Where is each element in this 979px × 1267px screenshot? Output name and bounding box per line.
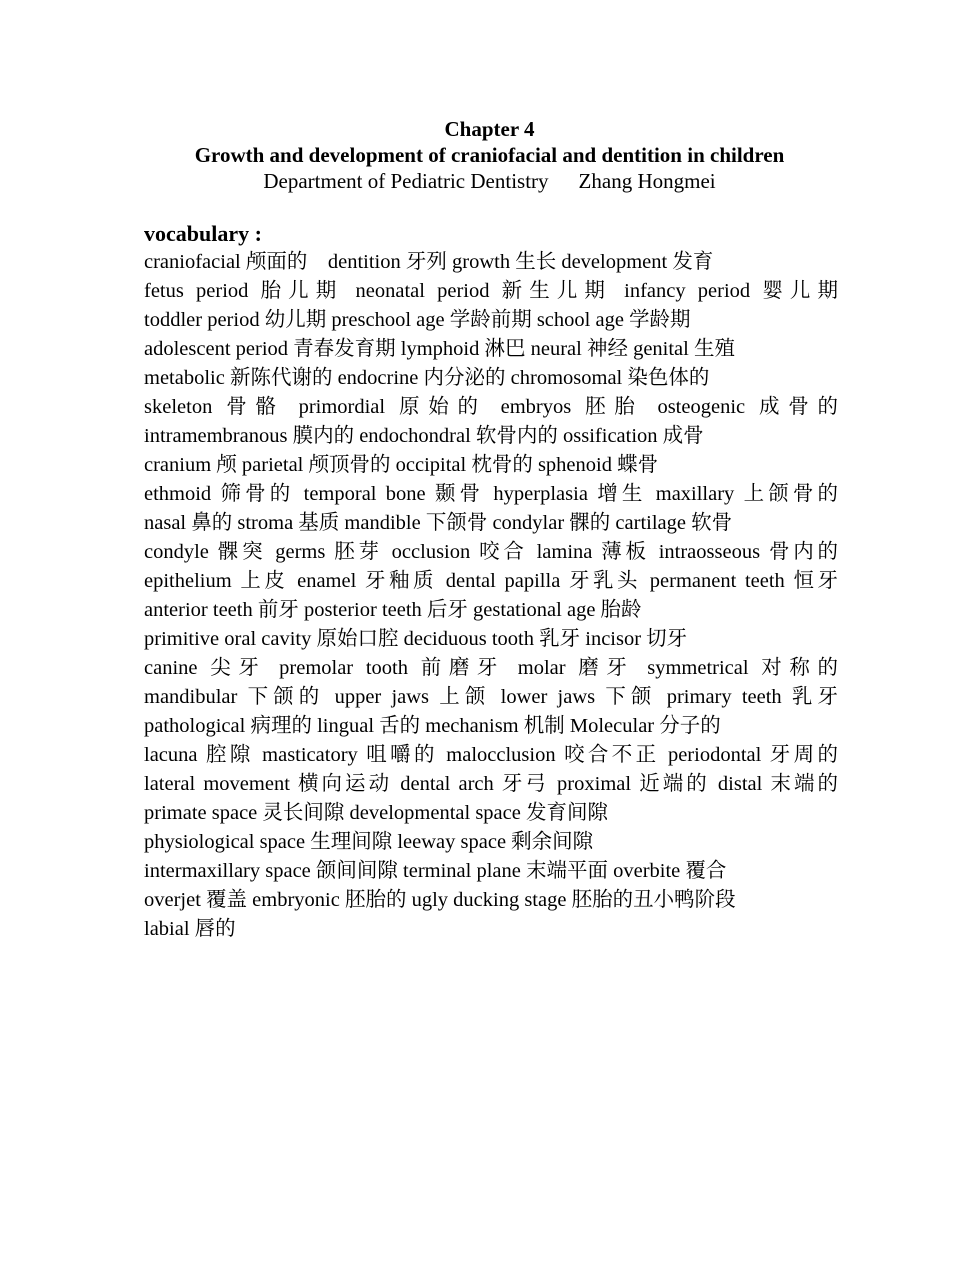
vocabulary-line: nasal 鼻的 stroma 基质 mandible 下颌骨 condylar 髁的 cartilage 软骨 [144, 512, 733, 534]
vocabulary-heading: vocabulary : [144, 221, 262, 246]
vocabulary-line: craniofacial 颅面的 dentition 牙列 growth 生长 development 发育 [144, 251, 714, 273]
author-line [0, 168, 979, 194]
vocabulary-line: primitive oral cavity 原始口腔 deciduous tooth 乳牙 incisor 切牙 [144, 628, 688, 650]
vocabulary-line: intramembranous 膜内的 endochondral 软骨内的 ossification 成骨 [144, 425, 704, 447]
vocabulary-line: labial 唇的 [144, 918, 236, 940]
chapter-title: Growth and development of craniofacial and dentition in children [194, 143, 785, 167]
vocabulary-line: primate space 灵长间隙 developmental space 发育间隙 [144, 802, 608, 824]
vocabulary-line: pathological 病理的 lingual 舌的 mechanism 机制 Molecular 分子的 [144, 715, 721, 737]
vocabulary-section [144, 219, 838, 944]
vocabulary-line: lacuna 腔隙 masticatory 咀嚼的 malocclusion 咬合不正 periodontal 牙周的 [144, 744, 838, 766]
vocabulary-line: fetus period 胎儿期 neonatal period 新生儿期 infancy period 婴儿期 [144, 280, 838, 302]
vocabulary-line: mandibular 下颌的 upper jaws 上颌 lower jaws 下颌 primary teeth 乳牙 [144, 686, 838, 708]
vocabulary-line: metabolic 新陈代谢的 endocrine 内分泌的 chromosomal 染色体的 [144, 367, 710, 389]
vocabulary-list [144, 248, 838, 944]
vocabulary-line: ethmoid 筛骨的 temporal bone 颞骨 hyperplasia 增生 maxillary 上颌骨的 [144, 483, 838, 505]
author-name: Zhang Hongmei [578, 169, 716, 193]
vocabulary-line: lateral movement 横向运动 dental arch 牙弓 proximal 近端的 distal 末端的 [144, 773, 838, 795]
vocabulary-line: physiological space 生理间隙 leeway space 剩余间隙 [144, 831, 594, 853]
vocabulary-line: canine 尖牙 premolar tooth 前磨牙 molar 磨牙 symmetrical 对称的 [144, 657, 838, 679]
vocabulary-line: overjet 覆盖 embryonic 胚胎的 ugly ducking stage 胚胎的丑小鸭阶段 [144, 889, 736, 911]
vocabulary-line: skeleton 骨骼 primordial 原始的 embryos 胚胎 osteogenic 成骨的 [144, 396, 838, 418]
department-name: Department of Pediatric Dentistry [263, 169, 549, 193]
vocabulary-line: adolescent period 青春发育期 lymphoid 淋巴 neural 神经 genital 生殖 [144, 338, 735, 360]
chapter-number: Chapter 4 [444, 117, 535, 141]
chapter-header [0, 116, 979, 194]
vocabulary-line: cranium 颅 parietal 颅顶骨的 occipital 枕骨的 sphenoid 蝶骨 [144, 454, 659, 476]
vocabulary-line: condyle 髁突 germs 胚芽 occlusion 咬合 lamina 薄板 intraosseous 骨内的 [144, 541, 838, 563]
vocabulary-line: intermaxillary space 颌间间隙 terminal plane 末端平面 overbite 覆合 [144, 860, 727, 882]
vocabulary-line: toddler period 幼儿期 preschool age 学龄前期 school age 学龄期 [144, 309, 691, 331]
vocabulary-line: epithelium 上皮 enamel 牙釉质 dental papilla 牙乳头 permanent teeth 恒牙 [144, 570, 838, 592]
vocabulary-line: anterior teeth 前牙 posterior teeth 后牙 gestational age 胎龄 [144, 599, 642, 621]
